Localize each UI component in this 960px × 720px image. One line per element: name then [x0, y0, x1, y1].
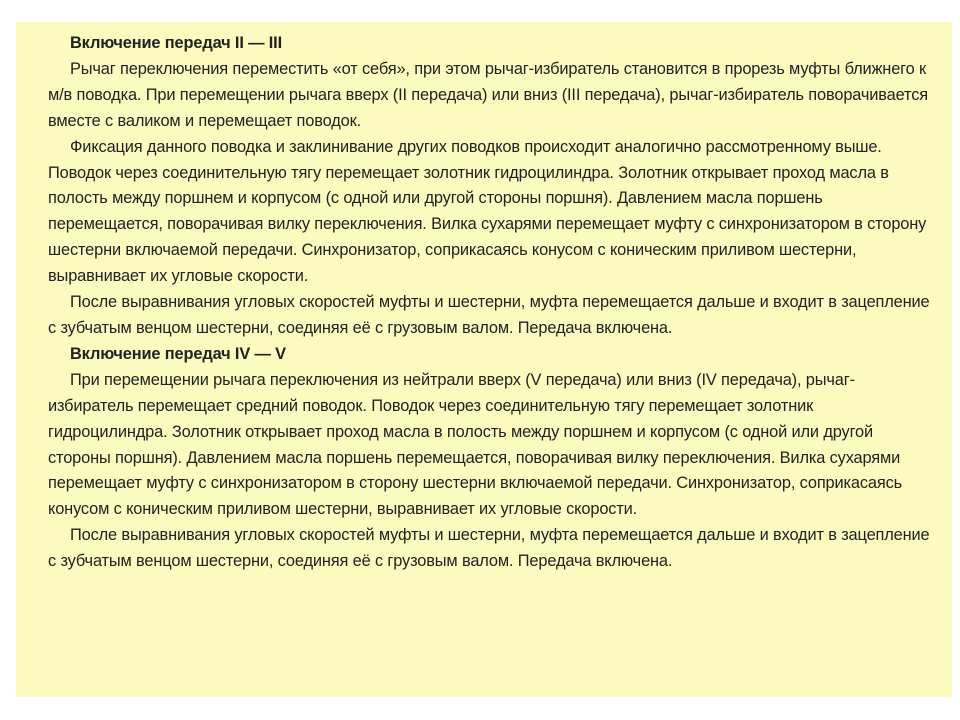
paragraph: Фиксация данного поводка и заклинивание других поводков происходит аналогично рассмотренному выше. Поводок через соединительную тягу перемещает золотник гидроцилиндра. Золотник открывает проход масла в полость между поршнем и корпусом (с одной или другой стороны поршня). Давлением масла поршень перемещается, поворачивая вилку переключения. Вилка сухарями перемещает муфту с синхронизатором в сторону шестерни включаемой передачи. Синхронизатор, соприкасаясь конусом с коническим приливом шестерни, выравнивает их угловые скорости. — [48, 137, 927, 286]
section-heading-gears-2-3: Включение передач II — III — [70, 34, 282, 52]
slide-text-panel — [16, 22, 952, 697]
section-heading-gears-4-5: Включение передач IV — V — [70, 344, 286, 363]
paragraph: После выравнивания угловых скоростей муфты и шестерни, муфта перемещается дальше и входит в зацепление с зубчатым венцом шестерни, соединяя её с грузовым валом. Передача включена. — [48, 293, 930, 337]
paragraph: После выравнивания угловых скоростей муфты и шестерни, муфта перемещается дальше и входит в зацепление с зубчатым венцом шестерни, соединяя её с грузовым валом. Передача включена. — [48, 526, 930, 571]
paragraph: Рычаг переключения переместить «от себя», при этом рычаг-избиратель становится в прорезь муфты ближнего к м/в поводка. При перемещении рычага вверх (II передача) или вниз (III передача), рычаг-избиратель поворачивается вместе с валиком и перемещает поводок. — [48, 59, 928, 130]
paragraph: При перемещении рычага переключения из нейтрали вверх (V передача) или вниз (IV передача), рычаг-избиратель перемещает средний поводок. Поводок через соединительную тягу перемещает золотник гидроцилиндра. Золотник открывает проход масла в полость между поршнем и корпусом (с одной или другой стороны поршня). Давлением масла поршень перемещается, поворачивая вилку переключения. Вилка сухарями перемещает муфту с синхронизатором в сторону шестерни включаемой передачи. Синхронизатор, соприкасаясь конусом с коническим приливом шестерни, выравнивает их угловые скорости. — [48, 370, 903, 519]
